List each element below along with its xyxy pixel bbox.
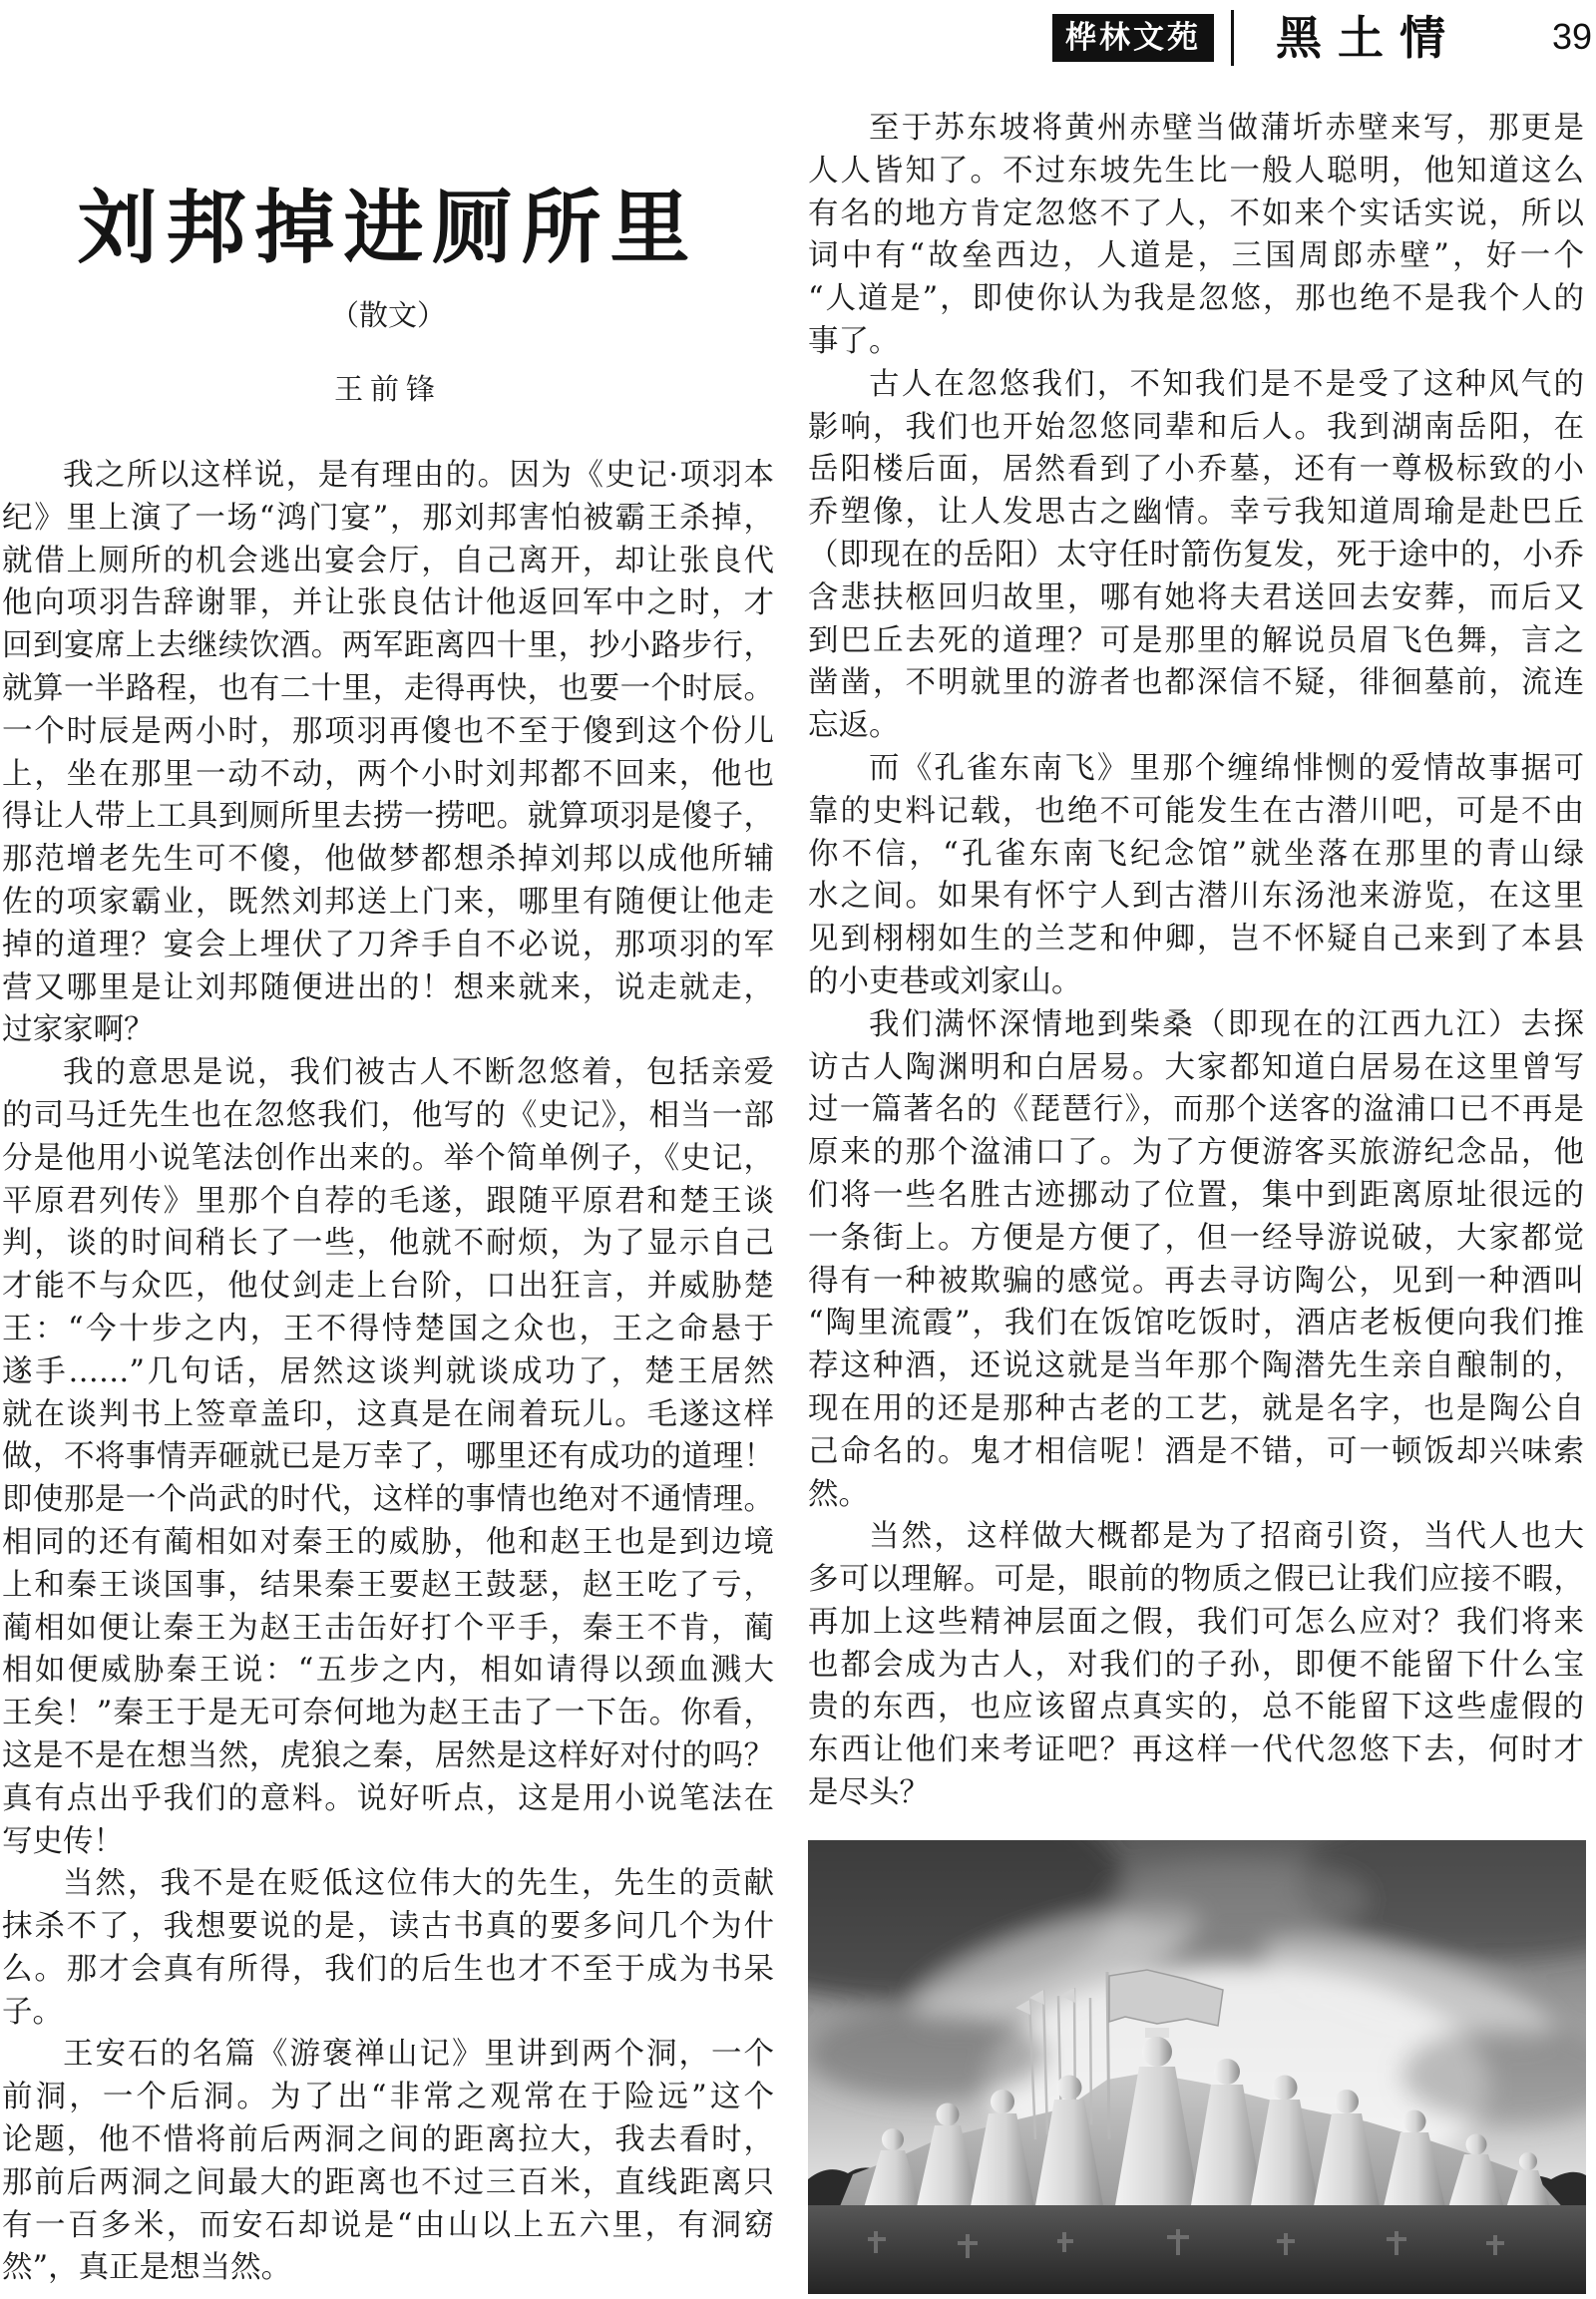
stone-base [808, 2205, 1586, 2294]
text-line: 我之所以这样说，是有理由的。因为《史记·项羽本 [63, 458, 774, 493]
text-line: 访古人陶渊明和白居易。大家都知道白居易在这里曾写 [808, 1049, 1584, 1085]
paragraph [808, 1004, 1584, 1517]
text-line: 东西让他们来考证吧？再这样一代代忽悠下去，何时才 [808, 1732, 1584, 1768]
paragraph [2, 1052, 774, 1863]
text-line: 相如便威胁秦王说：“五步之内，相如请得以颈血溅大 [2, 1653, 774, 1689]
text-line: 前洞，一个后洞。为了出“非常之观常在于险远”这个 [2, 2080, 774, 2115]
text-line: 写史传！ [2, 1823, 124, 1859]
text-line: 就在谈判书上签章盖印，这真是在闹着玩儿。毛遂这样 [2, 1396, 774, 1432]
text-line: 至于苏东坡将黄州赤壁当做蒲圻赤壁来写，那更是 [869, 111, 1584, 146]
paragraph [808, 364, 1584, 748]
paragraph [808, 108, 1584, 364]
text-line: 是尽头？ [808, 1775, 930, 1811]
paragraph [2, 455, 774, 1052]
paragraph [808, 748, 1584, 1004]
text-line: 乔塑像，让人发思古之幽情。幸亏我知道周瑜是赴巴丘 [808, 495, 1584, 531]
text-line: 的司马迁先生也在忽悠我们，他写的《史记》，相当一部 [2, 1097, 774, 1133]
text-line: 我的意思是说，我们被古人不断忽悠着，包括亲爱 [63, 1055, 774, 1091]
text-line: 当然，这样做大概都是为了招商引资，当代人也大 [869, 1519, 1584, 1555]
text-line: 然。 [808, 1476, 869, 1512]
text-line: 见到栩栩如生的兰芝和仲卿，岂不怀疑自己来到了本县 [808, 922, 1584, 958]
text-line: 过一篇著名的《琵琶行》，而那个送客的湓浦口已不再是 [808, 1092, 1584, 1128]
text-line: 的小吏巷或刘家山。 [808, 963, 1082, 999]
article-author: 王前锋 [333, 372, 442, 406]
text-line: 王：“今十步之内，王不得恃楚国之众也，王之命悬于 [2, 1311, 774, 1346]
text-line: 忘返。 [808, 708, 900, 744]
text-line: 才能不与众匹，他仗剑走上台阶，口出狂言，并威胁楚 [2, 1269, 774, 1305]
page-number: 39 [1551, 16, 1592, 57]
paragraph [2, 1863, 774, 2034]
text-line: 词中有“故垒西边，人道是，三国周郎赤壁”，好一个 [808, 238, 1584, 274]
text-line: 王矣！”秦王于是无可奈何地为赵王击了一下缶。你看， [2, 1696, 774, 1731]
text-line: 佐的项家霸业，既然刘邦送上门来，哪里有随便让他走 [2, 884, 774, 920]
text-line: 回到宴席上去继续饮酒。两军距离四十里，抄小路步行， [2, 628, 774, 664]
text-line: 我们满怀深情地到柴桑（即现在的江西九江）去探 [869, 1006, 1584, 1042]
right-text-column [808, 108, 1584, 1815]
left-text-column [2, 455, 774, 2290]
article-genre: （散文） [329, 298, 446, 332]
text-line: 过家家啊？ [2, 1012, 155, 1048]
text-line: 那前后两洞之间最大的距离也不过三百米，直线距离只 [2, 2164, 774, 2200]
text-line: 么。那才会真有所得，我们的后生也才不至于成为书呆 [2, 1951, 774, 1987]
text-line: 当然，我不是在贬低这位伟大的先生，先生的贡献 [63, 1866, 774, 1902]
article-title: 刘邦掉进厕所里 [77, 181, 699, 274]
text-line: 那范增老先生可不傻，他做梦都想杀掉刘邦以成他所辅 [2, 842, 774, 878]
text-line: 有一百多米，而安石却说是“由山以上五六里，有洞窈 [2, 2207, 774, 2243]
text-line: 人人皆知了。不过东坡先生比一般人聪明，他知道这么 [808, 153, 1584, 189]
text-line: 然”，真正是想当然。 [2, 2250, 292, 2286]
text-line: 到巴丘去死的道理？可是那里的解说员眉飞色舞，言之 [808, 622, 1584, 658]
text-line: 贵的东西，也应该留点真实的，总不能留下这些虚假的 [808, 1690, 1584, 1725]
section-label: 桦林文苑 [1052, 14, 1214, 62]
text-line: 掉的道理？宴会上埋伏了刀斧手自不必说，那项羽的军 [2, 927, 774, 962]
text-line: “人道是”，即使你认为我是忽悠，那也绝不是我个人的 [808, 281, 1584, 317]
text-line: 得有一种被欺骗的感觉。再去寻访陶公，见到一种酒叫 [808, 1263, 1584, 1299]
text-line: “陶里流霞”，我们在饭馆吃饭时，酒店老板便向我们推 [808, 1306, 1584, 1341]
text-line: 分是他用小说笔法创作出来的。举个简单例子，《史记， [2, 1140, 774, 1176]
text-line: 上和秦王谈国事，结果秦王要赵王鼓瑟，赵王吃了亏， [2, 1567, 774, 1603]
text-line: 真有点出乎我们的意料。说好听点，这是用小说笔法在 [2, 1780, 774, 1816]
text-line: 就算一半路程，也有二十里，走得再快，也要一个时辰。 [2, 670, 774, 706]
text-line: 论题，他不惜将前后两洞之间的距离拉大，我去看时， [2, 2122, 774, 2158]
text-line: （即现在的岳阳）太守任时箭伤复发，死于途中的，小乔 [808, 537, 1584, 573]
text-line: 就借上厕所的机会逃出宴会厅，自己离开，却让张良代 [2, 543, 774, 578]
text-line: 一个时辰是两小时，那项羽再傻也不至于傻到这个份儿 [2, 713, 774, 749]
text-line: 抹杀不了，我想要说的是，读古书真的要多问几个为什 [2, 1909, 774, 1945]
text-line: 他向项羽告辞谢罪，并让张良估计他返回军中之时，才 [2, 585, 774, 621]
magazine-name-logo: 黑土情 [1276, 11, 1461, 65]
text-line: 即使那是一个尚武的时代，这样的事情也绝对不通情理。 [2, 1482, 774, 1518]
text-line: 做，不将事情弄砸就已是万幸了，哪里还有成功的道理！ [2, 1439, 774, 1475]
text-line: 靠的史料记载，也绝不可能发生在古潜川吧，可是不由 [808, 793, 1584, 829]
text-line: 己命名的。鬼才相信呢！酒是不错，可一顿饭却兴味索 [808, 1433, 1584, 1469]
text-line: 你不信，“孔雀东南飞纪念馆”就坐落在那里的青山绿 [808, 836, 1584, 872]
text-line: 事了。 [808, 323, 900, 359]
text-line: 现在用的还是那种古老的工艺，就是名字，也是陶公自 [808, 1390, 1584, 1426]
text-line: 凿凿，不明就里的游者也都深信不疑，徘徊墓前，流连 [808, 665, 1584, 701]
text-line: 含悲扶柩回归故里，哪有她将夫君送回去安葬，而后又 [808, 579, 1584, 615]
header-divider [1231, 10, 1234, 66]
text-line: 蔺相如便让秦王为赵王击缶好打个平手，秦王不肯，蔺 [2, 1610, 774, 1646]
text-line: 王安石的名篇《游褒禅山记》里讲到两个洞，一个 [63, 2037, 774, 2073]
statue-sculpture-photo [808, 1840, 1586, 2294]
text-line: 这是不是在想当然，虎狼之秦，居然是这样好对付的吗？ [2, 1737, 774, 1773]
text-line: 有名的地方肯定忽悠不了人，不如来个实话实说，所以 [808, 195, 1584, 231]
text-line: 判，谈的时间稍长了一些，他就不耐烦，为了显示自己 [2, 1226, 774, 1262]
text-line: 而《孔雀东南飞》里那个缠绵悱恻的爱情故事据可 [869, 750, 1584, 786]
text-line: 营又哪里是让刘邦随便进出的！想来就来，说走就走， [2, 969, 774, 1005]
paragraph [2, 2034, 774, 2290]
text-line: 上，坐在那里一动不动，两个小时刘邦都不回来，他也 [2, 756, 774, 792]
text-line: 们将一些名胜古迹挪动了位置，集中到距离原址很远的 [808, 1177, 1584, 1213]
text-line: 影响，我们也开始忽悠同辈和后人。我到湖南岳阳，在 [808, 409, 1584, 445]
paragraph [808, 1516, 1584, 1815]
text-line: 得让人带上工具到厕所里去捞一捞吧。就算项羽是傻子， [2, 799, 774, 835]
text-line: 相同的还有蔺相如对秦王的威胁，他和赵王也是到边境 [2, 1524, 774, 1560]
text-line: 古人在忽悠我们，不知我们是不是受了这种风气的 [869, 366, 1584, 402]
text-line: 岳阳楼后面，居然看到了小乔墓，还有一尊极标致的小 [808, 452, 1584, 488]
text-line: 也都会成为古人，对我们的子孙，即便不能留下什么宝 [808, 1647, 1584, 1683]
text-line: 子。 [2, 1994, 63, 2030]
text-line: 多可以理解。可是，眼前的物质之假已让我们应接不暇， [808, 1562, 1584, 1598]
text-line: 一条街上。方便是方便了，但一经导游说破，大家都觉 [808, 1220, 1584, 1256]
text-line: 水之间。如果有怀宁人到古潜川东汤池来游览，在这里 [808, 879, 1584, 915]
text-line: 荐这种酒，还说这就是当年那个陶潜先生亲自酿制的， [808, 1348, 1584, 1384]
text-line: 纪》里上演了一场“鸿门宴”，那刘邦害怕被霸王杀掉， [2, 500, 774, 536]
text-line: 平原君列传》里那个自荐的毛遂，跟随平原君和楚王谈 [2, 1183, 774, 1219]
text-line: 原来的那个湓浦口了。为了方便游客买旅游纪念品，他 [808, 1135, 1584, 1171]
text-line: 再加上这些精神层面之假，我们可怎么应对？我们将来 [808, 1604, 1584, 1640]
text-line: 遂手……”几句话，居然这谈判就谈成功了，楚王居然 [2, 1353, 774, 1389]
